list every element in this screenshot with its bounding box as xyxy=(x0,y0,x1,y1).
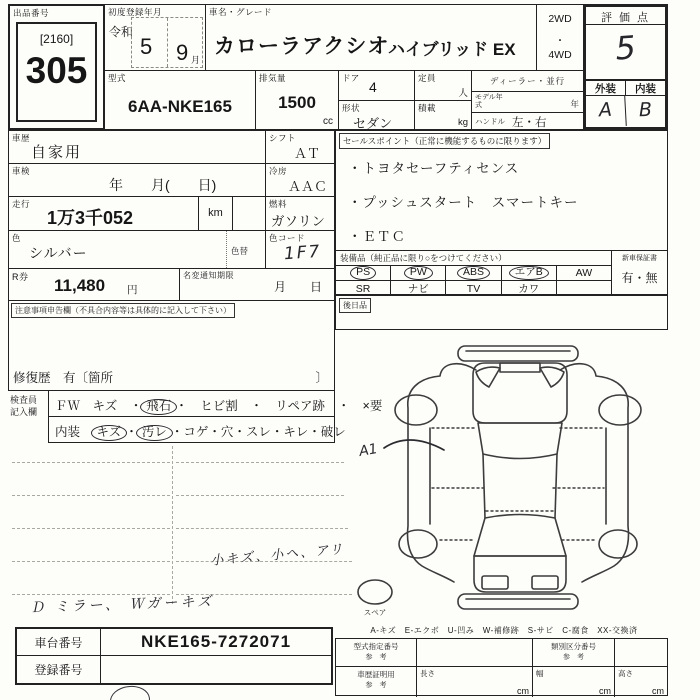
lot-bracket: [2160] xyxy=(39,32,74,46)
cowl xyxy=(500,363,540,372)
equipment-row-1 xyxy=(336,266,611,281)
chassis-number: NKE165-7272071 xyxy=(140,632,292,651)
cabin-left-edge xyxy=(483,454,485,518)
first-registration-box xyxy=(104,4,206,71)
ac-value: ＡＡＣ xyxy=(288,179,328,194)
name-change-box xyxy=(179,268,335,301)
inspector-label-2: 記入欄 xyxy=(10,407,38,417)
damage-annotation: A1 xyxy=(357,440,379,460)
car-grade: ハイブリッド EX xyxy=(388,40,516,59)
height-cell xyxy=(615,667,667,697)
interior-line xyxy=(55,422,346,441)
class-number-ref: 参 考 xyxy=(563,654,584,661)
spare-tire xyxy=(358,580,392,604)
inspector-interior-row xyxy=(48,416,346,443)
rear-bumper xyxy=(458,594,578,609)
grade-header-row xyxy=(586,79,665,96)
cert-cell xyxy=(336,667,417,697)
mileage-unit: km xyxy=(208,207,223,219)
later-items-label: 後日品 xyxy=(339,298,371,313)
chassis-table xyxy=(15,627,333,685)
exterior-label: 外装 xyxy=(586,81,626,95)
dealer-label: ディーラー・並行 xyxy=(489,76,566,86)
width-label: 幅 xyxy=(536,669,544,678)
fw-post: ・ ヒビ割 ・ リペア跡 ・ ×要 xyxy=(175,399,383,413)
registration-label: 登録番号 xyxy=(17,656,101,683)
doors-box xyxy=(338,70,415,101)
inspector-fw-row xyxy=(48,390,383,417)
firstreg-year: 5 xyxy=(140,34,153,59)
fw-pre: ＦＷ キズ ・ xyxy=(55,399,143,413)
grade-value-row xyxy=(586,96,665,127)
door-label: ドア xyxy=(342,73,360,83)
evaluation-score: 5 xyxy=(614,28,637,68)
warranty-value: 有・無 xyxy=(621,271,658,285)
chassis-row xyxy=(17,629,331,656)
lot-inner-box xyxy=(16,22,97,122)
warranty-box xyxy=(611,250,668,295)
taillight-left xyxy=(482,576,508,589)
car-name-box xyxy=(205,4,537,71)
colorcode-label: 色コード xyxy=(269,233,306,243)
equipment-item-label: カワ xyxy=(518,283,540,295)
shift-label: シフト xyxy=(269,133,297,143)
fuel-value: ガソリン xyxy=(271,214,325,229)
rticket-value: 11,480 xyxy=(54,276,106,295)
color-code-box xyxy=(265,230,335,269)
cabin-right-edge xyxy=(555,454,557,518)
equipment-item-label: SR xyxy=(355,282,371,295)
mileage-unit-cell xyxy=(198,197,232,230)
load-unit: kg xyxy=(457,117,468,128)
shaken-label: 車検 xyxy=(12,166,31,176)
sales-point-item: ・ＥＴＣ xyxy=(348,229,406,244)
model-code-box xyxy=(104,70,256,130)
equipment-item xyxy=(557,281,611,296)
model-year-box xyxy=(471,91,584,113)
fw-line xyxy=(55,396,382,415)
shape-value: セダン xyxy=(353,116,393,131)
rticket-unit: 円 xyxy=(127,284,138,296)
right-rear-wheel xyxy=(599,530,637,558)
evaluation-title: 評 価 点 xyxy=(586,7,665,25)
fuel-box xyxy=(265,196,335,231)
car-diagram xyxy=(348,330,650,624)
equipment-item xyxy=(336,281,391,296)
length-unit: cm xyxy=(517,686,529,696)
notes-label: 注意事項申告欄（不具合内容等は具体的に記入して下さい） xyxy=(11,303,235,318)
cert-ref: 参 考 xyxy=(365,682,387,689)
hand-circle-mark xyxy=(109,684,152,700)
lot-label: 出品番号 xyxy=(13,8,50,18)
type-number-cell xyxy=(336,639,417,666)
firstreg-dotted-box xyxy=(131,17,203,68)
int-post: ・コゲ・穴・スレ・キレ・破レ xyxy=(170,425,346,439)
class-number-cell xyxy=(533,639,615,666)
load-box xyxy=(414,100,472,130)
modelyear-label: モデル年式 xyxy=(475,94,503,110)
spare-label: スペア xyxy=(363,608,387,617)
firstreg-month: 9 xyxy=(176,40,189,65)
left-side-panel xyxy=(408,364,476,582)
handwritten-note-2: Ｄ ミラー、 Ｗガーキズ xyxy=(29,593,215,617)
handwritten-note-1: 小キズ、小ヘ、アリ xyxy=(209,542,346,569)
shift-box xyxy=(265,130,335,164)
color-box xyxy=(8,230,266,269)
fuel-label: 燃料 xyxy=(269,199,288,209)
right-side-panel xyxy=(560,364,628,582)
type-number-ref: 参 考 xyxy=(365,654,387,661)
color-value: シルバー xyxy=(29,245,88,261)
reference-row-1 xyxy=(336,639,667,667)
mileage-value: 1万3千052 xyxy=(47,208,134,228)
model-code: 6AA-NKE165 xyxy=(128,97,232,116)
equipment-item xyxy=(446,281,501,296)
length-cell xyxy=(417,667,533,697)
fw-circled-item: 飛石 xyxy=(140,399,177,415)
colorcode-value: 1F7 xyxy=(283,241,323,265)
sales-point-item: ・トヨタセーフティセンス xyxy=(348,161,520,176)
handle-value: 左・右 xyxy=(512,117,547,129)
type-number-value xyxy=(417,639,533,666)
equipment-item-label: エアB xyxy=(509,266,549,280)
right-front-wheel xyxy=(599,395,641,425)
left-rear-wheel xyxy=(399,530,437,558)
notes-box xyxy=(8,300,335,391)
int-circled-1: キズ xyxy=(91,425,128,441)
car-name: カローラアクシオ xyxy=(214,35,390,58)
capacity-box xyxy=(414,70,472,101)
equipment-header xyxy=(336,251,611,266)
front-bumper xyxy=(458,346,578,361)
drive-4wd: 4WD xyxy=(548,49,572,61)
sales-point-item: ・プッシュスタート スマートキー xyxy=(348,195,579,210)
equipment-item-label: ナビ xyxy=(407,283,429,295)
drive-type-box xyxy=(536,4,584,71)
mileage-box xyxy=(8,196,266,231)
ac-label: 冷房 xyxy=(269,166,288,176)
carname-label: 車名・グレード xyxy=(209,7,273,17)
inspector-label-1: 検査員 xyxy=(10,395,38,405)
damage-legend: A-キズ E-エクボ U-凹み W-補修跡 S-サビ C-腐食 XX-交換済 xyxy=(370,626,638,635)
equipment-item-label: TV xyxy=(466,282,481,295)
registration-value xyxy=(101,656,331,683)
lot-number: 305 xyxy=(25,50,88,91)
equipment-box xyxy=(335,250,612,295)
shaken-value: 年 月( 日) xyxy=(109,177,217,193)
equipment-item xyxy=(446,266,501,280)
taillight-right xyxy=(532,576,558,589)
equipment-row-2 xyxy=(336,281,611,296)
inspection-box xyxy=(8,163,266,197)
equipment-item xyxy=(391,266,446,280)
sales-points-label: セールスポイント（正常に機能するものに限ります） xyxy=(339,133,550,149)
reference-row-2 xyxy=(336,667,667,697)
annotation-pointer xyxy=(384,440,444,450)
lot-number-box xyxy=(8,4,105,130)
int-circled-2: 汚レ xyxy=(136,425,173,441)
rear-window xyxy=(474,515,566,557)
reference-table xyxy=(335,638,668,696)
int-dot: ・ xyxy=(125,425,138,439)
interior-grade: B xyxy=(638,98,653,122)
shape-label: 形状 xyxy=(342,103,361,113)
era-label: 令和 xyxy=(109,25,134,39)
doors-value: 4 xyxy=(369,79,377,95)
class-number-value xyxy=(615,639,667,666)
height-unit: cm xyxy=(652,686,664,696)
windshield xyxy=(478,423,562,459)
displacement-box xyxy=(255,70,339,130)
history-value: 自家用 xyxy=(31,144,83,161)
load-label: 積載 xyxy=(418,103,437,113)
history-label: 車歴 xyxy=(12,133,31,143)
width-unit: cm xyxy=(599,686,611,696)
cert-label: 車歴証明用 xyxy=(357,670,395,679)
mileage-label: 走行 xyxy=(12,199,31,209)
equipment-item-label: ABS xyxy=(457,266,490,280)
later-items-box xyxy=(335,295,668,330)
disp-label: 排気量 xyxy=(259,73,287,83)
interior-label: 内装 xyxy=(635,83,656,95)
equipment-item xyxy=(391,281,446,296)
width-cell xyxy=(533,667,615,697)
model-label: 型式 xyxy=(108,73,127,83)
color-label: 色 xyxy=(12,233,22,243)
capacity-label: 定員 xyxy=(418,73,437,83)
evaluation-box xyxy=(583,4,668,130)
displacement-unit: cc xyxy=(323,116,333,127)
history-box xyxy=(8,130,266,164)
drive-dot: ・ xyxy=(555,36,565,47)
equipment-item-label: PW xyxy=(404,266,433,280)
int-pre: 内装 xyxy=(55,425,81,439)
equipment-label: 装備品（純正品に限り○をつけてください） xyxy=(340,253,507,263)
equipment-item-label: PS xyxy=(350,266,376,280)
dealer-box xyxy=(471,70,584,92)
warranty-label: 新車保証書 xyxy=(622,255,657,262)
ac-box xyxy=(265,163,335,197)
displacement-value: 1500 xyxy=(278,93,316,112)
firstreg-month-unit: 月 xyxy=(190,55,200,65)
left-front-wheel xyxy=(395,395,437,425)
colorchange-label: 色替 xyxy=(231,246,249,256)
handle-box xyxy=(471,112,584,130)
equipment-item-label: AW xyxy=(575,267,593,279)
repair-history-close: 〕 xyxy=(315,371,328,385)
shape-box xyxy=(338,100,415,130)
color-change-cell xyxy=(226,231,267,268)
drive-2wd: 2WD xyxy=(548,13,572,25)
exterior-grade: A xyxy=(585,95,627,128)
modelyear-unit: 年 xyxy=(570,99,579,109)
mileage-blank-cell xyxy=(232,197,267,230)
equipment-item xyxy=(502,266,557,280)
trunk xyxy=(474,556,566,592)
ruled-divider xyxy=(172,446,173,604)
rticket-label: R券 xyxy=(12,272,29,282)
type-number-label: 型式指定番号 xyxy=(353,642,399,651)
height-label: 高さ xyxy=(618,669,633,678)
repair-history-text: 修復歴 有〔箇所 xyxy=(13,371,114,385)
shift-value: ＡＴ xyxy=(294,146,321,161)
class-number-label: 類別区分番号 xyxy=(551,642,596,651)
equipment-item xyxy=(502,281,557,296)
capacity-unit: 人 xyxy=(458,88,468,99)
sales-points-box xyxy=(335,130,668,251)
namechange-value: 月 日 xyxy=(273,280,322,294)
length-label: 長さ xyxy=(420,669,435,678)
headlight-left xyxy=(476,367,500,387)
handle-label: ハンドル xyxy=(475,117,505,126)
equipment-item xyxy=(336,266,391,280)
chassis-label: 車台番号 xyxy=(17,629,101,655)
recycle-ticket-box xyxy=(8,268,180,301)
equipment-item xyxy=(557,266,611,280)
namechange-label: 名変通知期限 xyxy=(183,271,234,280)
registration-row xyxy=(17,656,331,683)
firstreg-label: 初度登録年月 xyxy=(108,7,163,17)
